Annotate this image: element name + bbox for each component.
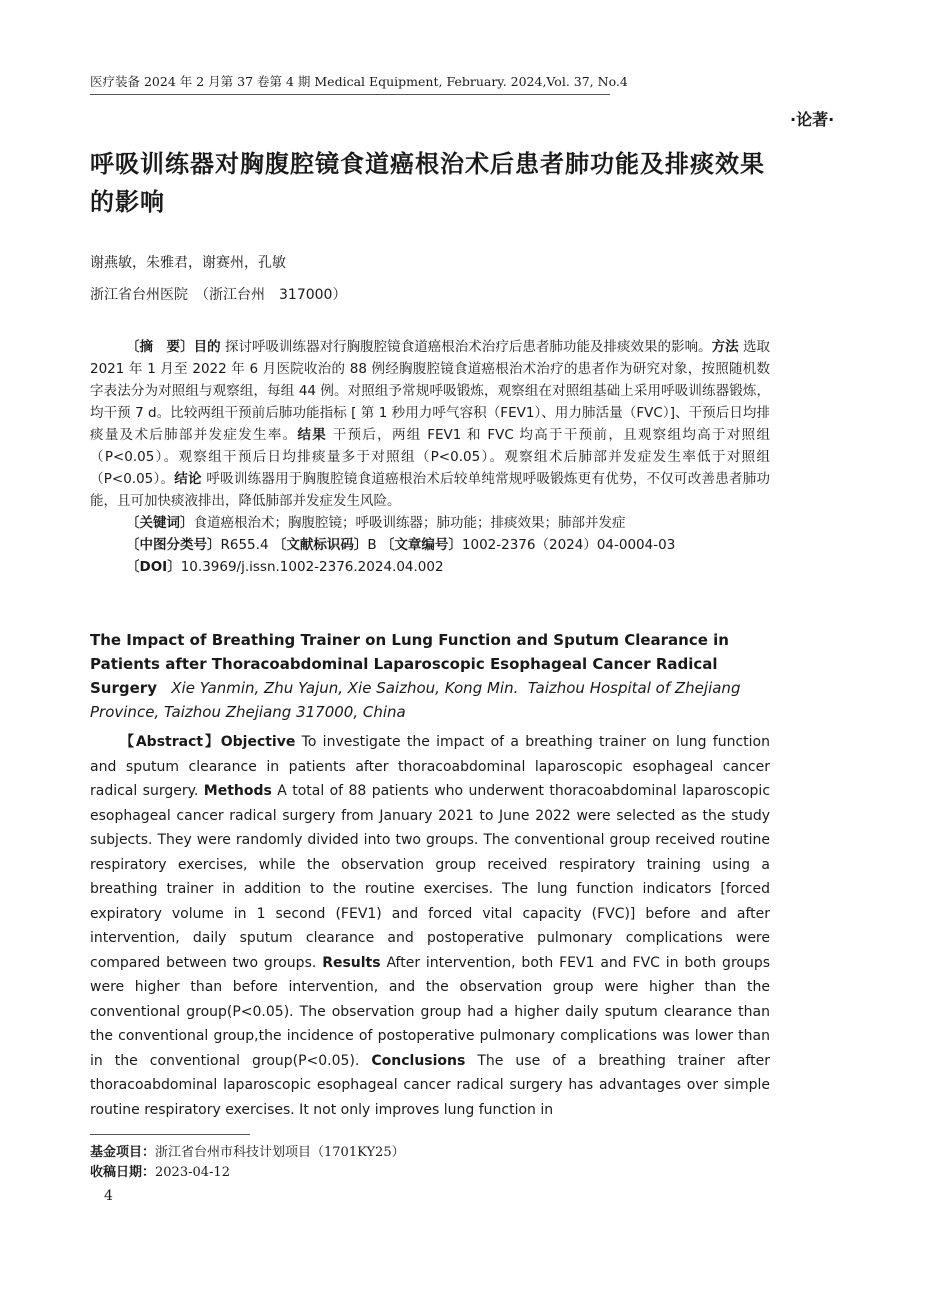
- clc-code: R655.4: [220, 537, 269, 553]
- clc-label: 〔中图分类号〕: [126, 537, 221, 553]
- journal-page: [90, 0, 835, 1290]
- footnotes: [90, 1143, 405, 1183]
- en-conclusions-label: Conclusions: [371, 1052, 466, 1069]
- english-title-block: [90, 628, 770, 724]
- english-authors: Xie Yanmin, Zhu Yajun, Xie Saizhou, Kong Min.: [171, 679, 519, 697]
- abstract-results-label: 结果: [297, 427, 328, 443]
- abstract-objective-label: 〔摘 要〕目的: [126, 339, 221, 355]
- fund: 浙江省台州市科技计划项目（1701KY25）: [155, 1145, 405, 1160]
- abstract-methods-label: 方法: [711, 339, 739, 355]
- en-conclusions: The use of a breathing trainer after thoracoabdominal laparoscopic esophageal cancer radical surgery has advantages over simple routine respiratory exercises. It not only improves lung function in: [90, 1052, 770, 1118]
- abstract-methods: 选取 2021 年 1 月至 2022 年 6 月医院收治的 88 例经胸腹腔镜食道癌根治术治疗的患者作为研究对象，按照随机数字表法分为对照组与观察组，每组 44 例。对照组予常规呼吸锻炼，观察组在对照组基础上采用呼吸训练器锻炼，均干预 7 d。比较两组干预前后肺功能指标 [ 第 1 秒用力呼气容积（FEV1）、用力肺活量（FVC）]、干预后日均排痰量及术后肺部并发症发生率。: [90, 339, 771, 443]
- page-number: 4: [104, 1188, 113, 1204]
- en-methods-label: Methods: [203, 783, 272, 799]
- classification-line: [126, 534, 770, 556]
- doc-code: B: [367, 537, 377, 553]
- en-results-label: Results: [322, 954, 381, 971]
- article-title: 呼吸训练器对胸腹腔镜食道癌根治术后患者肺功能及排痰效果的影响: [90, 150, 765, 216]
- en-results: After intervention, both FEV1 and FVC in both groups were higher than before intervention, and the observation group were higher than the conventional group(P<0.05). The observation group had a higher daily sputum clearance than the conventional group,the incidence of postoperative pulmonary complications was lower than in the conventional group(P<0.05).: [90, 954, 771, 1069]
- keywords-label: 〔关键词〕: [126, 515, 194, 531]
- received-date: 2023-04-12: [155, 1165, 230, 1180]
- abstract-objective: 探讨呼吸训练器对行胸腹腔镜食道癌根治术治疗后患者肺功能及排痰效果的影响。: [224, 339, 712, 355]
- keywords-line: [126, 512, 770, 534]
- received-label: 收稿日期：: [90, 1165, 156, 1180]
- keywords: 食道癌根治术；胸腹腔镜；呼吸训练器；肺功能；排痰效果；肺部并发症: [193, 515, 626, 531]
- section-label: ·论著·: [790, 110, 835, 129]
- running-header: 医疗装备 2024 年 2 月第 37 卷第 4 期 Medical Equipment, February. 2024,Vol. 37, No.4: [90, 72, 610, 95]
- abstract-results: 干预后，两组 FEV1 和 FVC 均高于干预前，且观察组均高于对照组（P<0.05）。观察组干预后日均排痰量多于对照组（P<0.05）。观察组术后肺部并发症发生率低于对照组（P<0.05）。: [90, 427, 770, 487]
- en-methods: A total of 88 patients who underwent thoracoabdominal laparoscopic esophageal cancer radical surgery from January 2021 to June 2022 were selected as the study subjects. They were randomly divided into two groups. The conventional group received routine respiratory exercises, while the observation group received respiratory training using a breathing trainer in addition to the routine exercises. The lung function indicators [forced expiratory volume in 1 second (FEV1) and forced vital capacity (FVC)] before and after intervention, daily sputum clearance and postoperative pulmonary complications were compared between two groups.: [90, 783, 771, 971]
- received-line: [90, 1163, 405, 1183]
- article-no-label: 〔文章编号〕: [380, 537, 462, 553]
- doi-line: [126, 556, 770, 578]
- chinese-abstract: [90, 336, 770, 578]
- abstract-conclusion-label: 结论: [174, 471, 202, 487]
- doc-code-label: 〔文献标识码〕: [272, 537, 368, 553]
- english-affiliation: Taizhou Hospital of Zhejiang Province, Taizhou Zhejiang 317000, China: [90, 679, 741, 721]
- fund-line: [90, 1143, 405, 1163]
- en-objective: To investigate the impact of a breathing trainer on lung function and sputum clearance in patients after thoracoabdominal laparoscopic esophageal cancer radical surgery.: [90, 734, 770, 799]
- abstract-conclusion: 呼吸训练器用于胸腹腔镜食道癌根治术后较单纯常规呼吸锻炼更有优势，不仅可改善患者肺功能，且可加快痰液排出，降低肺部并发症发生风险。: [90, 471, 771, 509]
- article-no: 1002-2376（2024）04-0004-03: [461, 537, 676, 553]
- article-affiliation: 浙江省台州医院 （浙江台州 317000）: [90, 287, 347, 303]
- doi: 10.3969/j.issn.1002-2376.2024.04.002: [180, 559, 444, 575]
- footnote-rule: [90, 1134, 250, 1135]
- english-abstract: [90, 730, 770, 1122]
- chinese-abstract-body: [90, 336, 770, 512]
- en-objective-label: 【Abstract】Objective: [120, 734, 296, 750]
- english-title: The Impact of Breathing Trainer on Lung Function and Sputum Clearance in Patients after Thoracoabdominal Laparoscopic Esophageal Cancer Radical Surgery: [90, 631, 729, 697]
- article-authors: 谢燕敏，朱雅君，谢赛州，孔敏: [90, 255, 286, 271]
- fund-label: 基金项目：: [90, 1145, 156, 1160]
- doi-label: 〔DOI〕: [126, 559, 181, 575]
